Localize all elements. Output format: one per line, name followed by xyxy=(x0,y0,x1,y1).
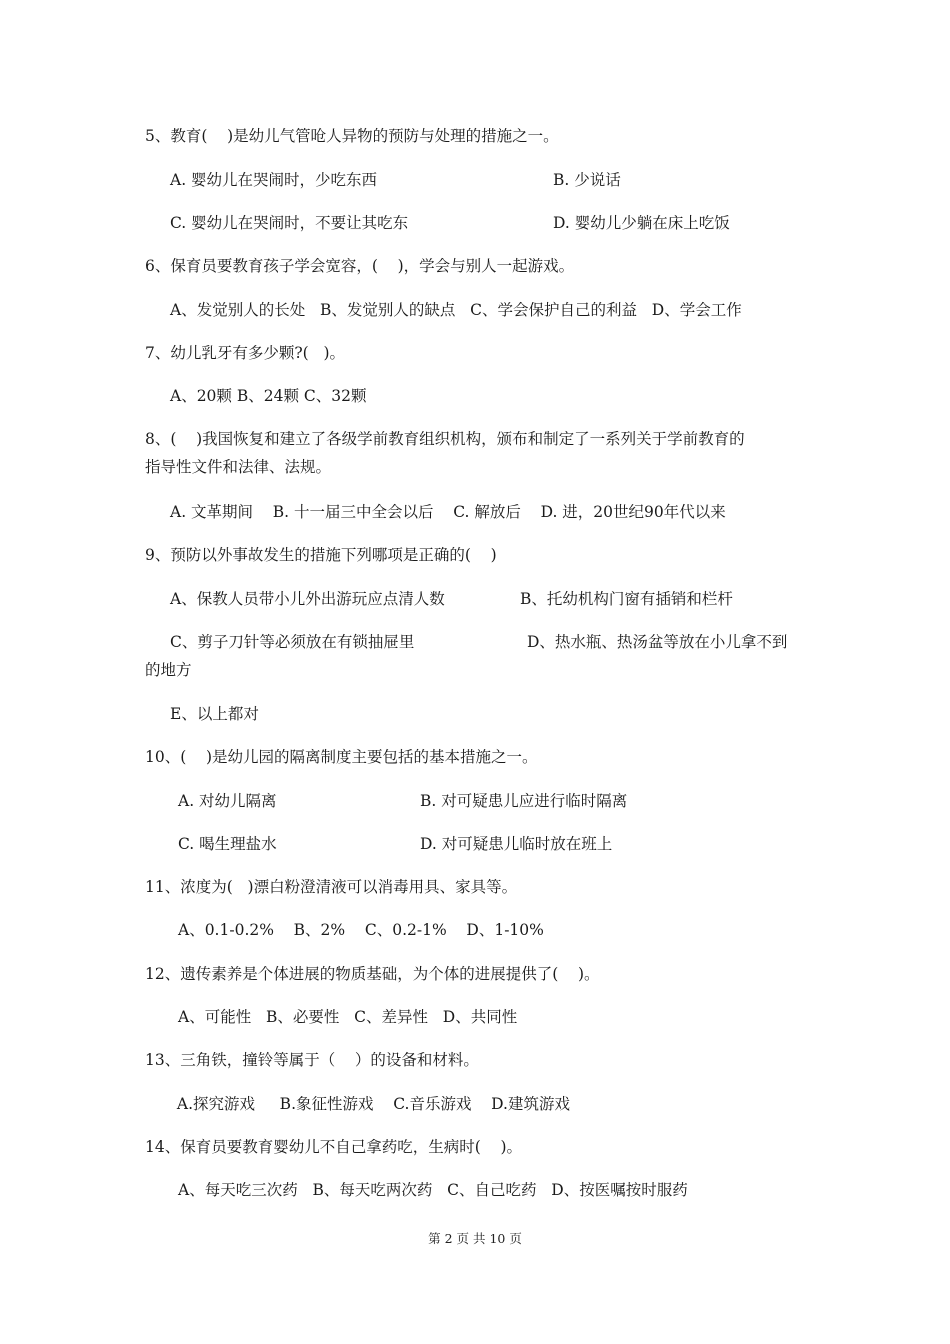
option: E、以上都对 xyxy=(170,705,259,723)
options-line: A、0.1-0.2% B、2% C、0.2-1% D、1-10% xyxy=(178,921,544,939)
options-line: A、发觉别人的长处 B、发觉别人的缺点 C、学会保护自己的利益 D、学会工作 xyxy=(170,301,742,319)
question-stem: 10、( )是幼儿园的隔离制度主要包括的基本措施之一。 xyxy=(145,748,538,766)
question-stem: 9、预防以外事故发生的措施下列哪项是正确的( ) xyxy=(145,546,497,564)
option: C. 婴幼儿在哭闹时，不要让其吃东 xyxy=(170,214,409,232)
question-stem: 12、遗传素养是个体进展的物质基础，为个体的进展提供了( )。 xyxy=(145,965,600,983)
option: D、热水瓶、热汤盆等放在小儿拿不到 xyxy=(527,633,788,651)
question-stem: 6、保育员要教育孩子学会宽容，( )，学会与别人一起游戏。 xyxy=(145,257,575,275)
question-stem: 13、三角铁，撞铃等属于（ ）的设备和材料。 xyxy=(145,1051,479,1069)
question-stem: 11、浓度为( )漂白粉澄清液可以消毒用具、家具等。 xyxy=(145,878,518,896)
option: B、托幼机构门窗有插销和栏杆 xyxy=(520,590,733,608)
option: D. 婴幼儿少躺在床上吃饭 xyxy=(553,214,730,232)
option: C. 喝生理盐水 xyxy=(178,835,277,853)
option: D. 对可疑患儿临时放在班上 xyxy=(420,835,613,853)
question-stem-continued: 指导性文件和法律、法规。 xyxy=(145,458,332,476)
question-stem: 5、教育( )是幼儿气管呛人异物的预防与处理的措施之一。 xyxy=(145,127,559,145)
question-stem: 8、( )我国恢复和建立了各级学前教育组织机构，颁布和制定了一系列关于学前教育的 xyxy=(145,430,745,448)
page-footer: 第 2 页 共 10 页 xyxy=(428,1231,522,1246)
option: A、保教人员带小儿外出游玩应点清人数 xyxy=(170,590,445,608)
options-line: A、每天吃三次药 B、每天吃两次药 C、自己吃药 D、按医嘱按时服药 xyxy=(178,1181,688,1199)
options-line: A.探究游戏 B.象征性游戏 C.音乐游戏 D.建筑游戏 xyxy=(172,1095,570,1113)
option: A. 对幼儿隔离 xyxy=(178,792,277,810)
options-line: A、20颗 B、24颗 C、32颗 xyxy=(170,387,367,405)
question-stem: 7、幼儿乳牙有多少颗?( )。 xyxy=(145,344,346,362)
option-continued: 的地方 xyxy=(145,661,192,679)
question-stem: 14、保育员要教育婴幼儿不自己拿药吃，生病时( )。 xyxy=(145,1138,523,1156)
options-line: A. 文革期间 B. 十一届三中全会以后 C. 解放后 D. 进，20世纪90年代以来 xyxy=(170,503,726,521)
option: A. 婴幼儿在哭闹时，少吃东西 xyxy=(170,171,378,189)
option: C、剪子刀针等必须放在有锁抽屉里 xyxy=(170,633,415,651)
options-line: A、可能性 B、必要性 C、差异性 D、共同性 xyxy=(178,1008,518,1026)
option: B. 少说话 xyxy=(553,171,621,189)
option: B. 对可疑患儿应进行临时隔离 xyxy=(420,792,628,810)
